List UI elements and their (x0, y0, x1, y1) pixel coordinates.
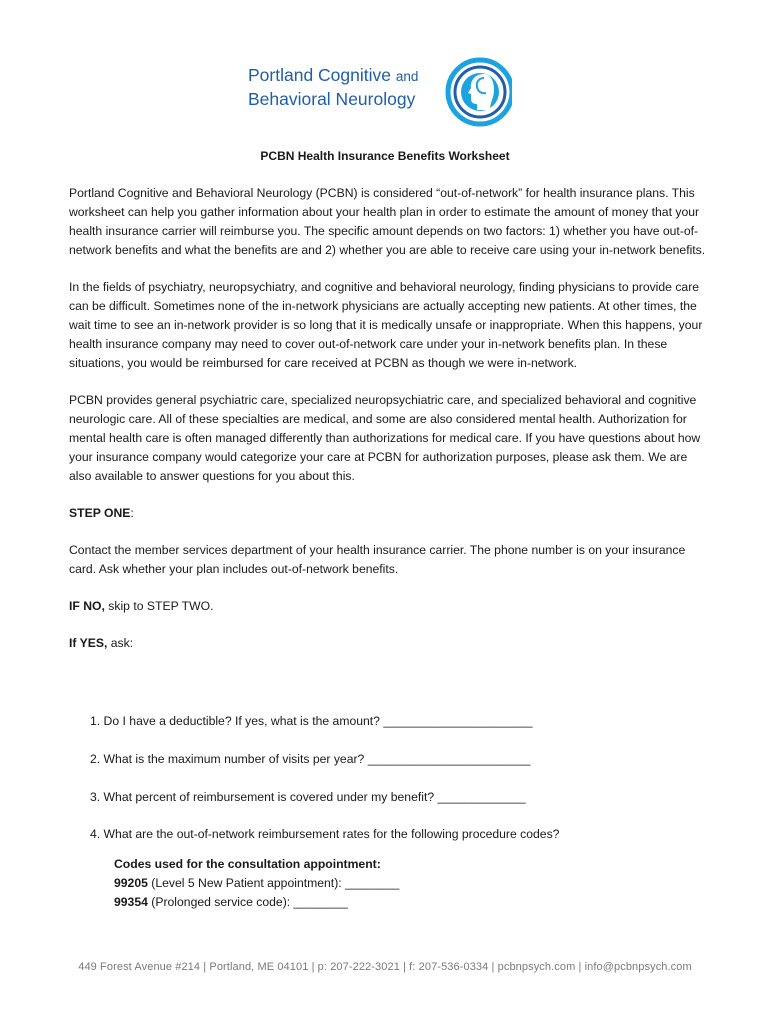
code-row: 99354 (Prolonged service code): ________ (114, 895, 348, 909)
question-procedure-rates: 4. What are the out-of-network reimbursement rates for the following procedure codes? (90, 827, 560, 841)
logo-line1: Portland Cognitive (248, 65, 391, 85)
if-no-line: IF NO, skip to STEP TWO. (69, 599, 214, 613)
logo-line2: Behavioral Neurology (248, 89, 416, 109)
step-one-instruction: Contact the member services department of your health insurance carrier. The phone number is on your insurance card. Ask whether your plan includes out-of-network benefits. (69, 543, 686, 576)
consultation-codes (114, 855, 399, 912)
head-profile-icon (440, 56, 512, 128)
codes-heading: Codes used for the consultation appointment: (114, 857, 381, 871)
step-one-heading: STEP ONE: (69, 506, 134, 520)
logo-and: and (395, 69, 419, 84)
logo (248, 56, 528, 126)
page-title: PCBN Health Insurance Benefits Worksheet (260, 149, 510, 163)
question-reimbursement-percent: 3. What percent of reimbursement is covered under my benefit? _____________ (90, 790, 526, 804)
network-paragraph: In the fields of psychiatry, neuropsychiatry, and cognitive and behavioral neurology, finding physicians to provide care can be difficult. Sometimes none of the in-network physicians are actually accepting new patients. At other times, the wait time to see an in-network provider is so long that it is medically unsafe or inappropriate. When this happens, your health insurance company may need to cover out-of-network care under your in-network benefits plan. In these situations, you would be reimbursed for care received at PCBN as though we were in-network. (69, 280, 703, 370)
footer-contact: 449 Forest Avenue #214 | Portland, ME 04101 | p: 207-222-3021 | f: 207-536-0334 | pcbnpsych.com | info@pcbnpsych.com (78, 961, 692, 973)
code-row: 99205 (Level 5 New Patient appointment): ________ (114, 876, 400, 890)
logo-text (248, 64, 418, 111)
question-max-visits: 2. What is the maximum number of visits per year? ________________________ (90, 752, 531, 766)
if-yes-line: If YES, ask: (69, 636, 134, 650)
question-deductible: 1. Do I have a deductible? If yes, what is the amount? ______________________ (90, 714, 533, 728)
intro-paragraph: Portland Cognitive and Behavioral Neurology (PCBN) is considered “out-of-network” for health insurance plans. This worksheet can help you gather information about your health plan in order to estimate the amount of money that your health insurance carrier will reimburse you. The specific amount depends on two factors: 1) whether you have out-of-network benefits and what the benefits are and 2) whether you are able to receive care using your in-network benefits. (69, 186, 706, 257)
specialties-paragraph: PCBN provides general psychiatric care, specialized neuropsychiatric care, and specialized behavioral and cognitive neurologic care. All of these specialties are medical, and some are also considered mental health. Authorization for mental health care is often managed differently than authorizations for medical care. If you have questions about how your insurance company would categorize your care at PCBN for authorization purposes, please ask them. We are also available to answer questions for you about this. (69, 393, 701, 483)
document-body (69, 184, 709, 671)
